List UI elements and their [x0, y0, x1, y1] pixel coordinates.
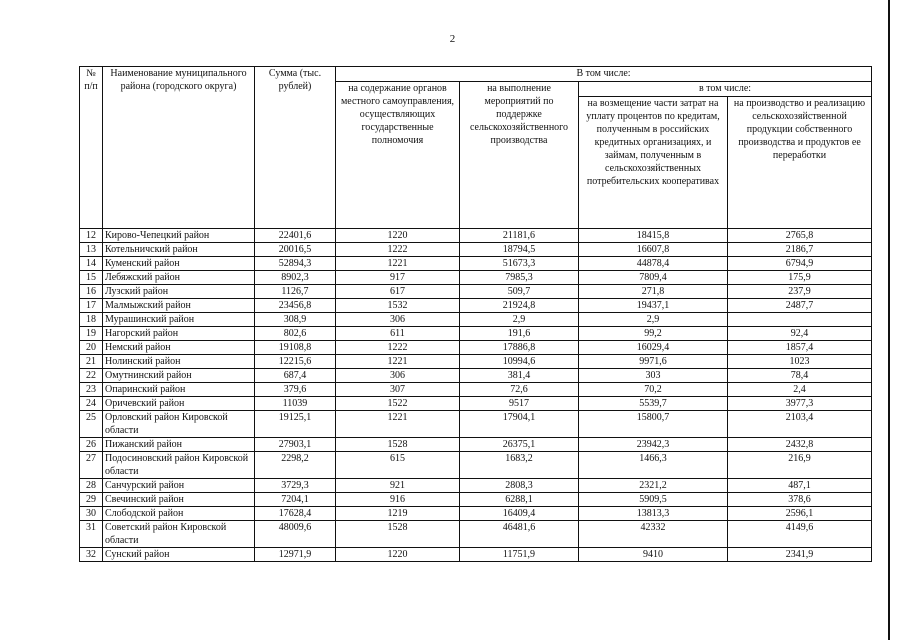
production-value: 1023: [728, 355, 872, 369]
sum-value: 2298,2: [255, 452, 336, 479]
sum-value: 52894,3: [255, 257, 336, 271]
district-name: Нагорский район: [103, 327, 255, 341]
maintenance-value: 306: [336, 369, 460, 383]
row-number: 26: [80, 438, 103, 452]
header-maintenance: на содержание органов местного самоуправления, осуществляющих государственные полномочия: [336, 82, 460, 229]
header-interest: на возмещение части затрат на уплату процентов по кредитам, полученным в российских кредитных организациях, и займам, полученным в сельскохозяйственных потребительских кооперативах: [579, 97, 728, 229]
sum-value: 8902,3: [255, 271, 336, 285]
sum-value: 23456,8: [255, 299, 336, 313]
table-row: [80, 507, 872, 521]
page-number: 2: [449, 33, 456, 45]
maintenance-value: 1222: [336, 243, 460, 257]
district-name: Слободской район: [103, 507, 255, 521]
support-value: 2808,3: [460, 479, 579, 493]
row-number: 15: [80, 271, 103, 285]
interest-value: 9971,6: [579, 355, 728, 369]
interest-value: 13813,3: [579, 507, 728, 521]
interest-value: 271,8: [579, 285, 728, 299]
table-row: [80, 229, 872, 243]
row-number: 22: [80, 369, 103, 383]
sum-value: 22401,6: [255, 229, 336, 243]
maintenance-value: 1528: [336, 438, 460, 452]
sum-value: 48009,6: [255, 521, 336, 548]
header-production: на производство и реализацию сельскохозяйственной продукции собственного производства и продуктов ее переработки: [728, 97, 872, 229]
maintenance-value: 1522: [336, 397, 460, 411]
production-value: 78,4: [728, 369, 872, 383]
header-including: В том числе:: [336, 67, 872, 82]
table-row: [80, 243, 872, 257]
maintenance-value: 1222: [336, 341, 460, 355]
production-value: 3977,3: [728, 397, 872, 411]
district-name: Лебяжский район: [103, 271, 255, 285]
table-row: [80, 299, 872, 313]
sum-value: 17628,4: [255, 507, 336, 521]
maintenance-value: 306: [336, 313, 460, 327]
maintenance-value: 1221: [336, 257, 460, 271]
header-num: № п/п: [80, 67, 103, 229]
district-name: Сунский район: [103, 548, 255, 562]
district-name: Санчурский район: [103, 479, 255, 493]
support-value: 509,7: [460, 285, 579, 299]
sum-value: 687,4: [255, 369, 336, 383]
interest-value: 15800,7: [579, 411, 728, 438]
table-row: [80, 493, 872, 507]
table-row: [80, 285, 872, 299]
support-value: 6288,1: [460, 493, 579, 507]
sum-value: 308,9: [255, 313, 336, 327]
district-name: Оричевский район: [103, 397, 255, 411]
production-value: 2,4: [728, 383, 872, 397]
interest-value: 7809,4: [579, 271, 728, 285]
maintenance-value: 1219: [336, 507, 460, 521]
district-name: Кирово-Чепецкий район: [103, 229, 255, 243]
row-number: 16: [80, 285, 103, 299]
interest-value: 99,2: [579, 327, 728, 341]
district-name: Орловский район Кировской области: [103, 411, 255, 438]
maintenance-value: 1532: [336, 299, 460, 313]
row-number: 23: [80, 383, 103, 397]
support-value: 21924,8: [460, 299, 579, 313]
production-value: 487,1: [728, 479, 872, 493]
interest-value: 303: [579, 369, 728, 383]
sum-value: 802,6: [255, 327, 336, 341]
row-number: 19: [80, 327, 103, 341]
support-value: 7985,3: [460, 271, 579, 285]
maintenance-value: 611: [336, 327, 460, 341]
table-row: [80, 411, 872, 438]
production-value: 92,4: [728, 327, 872, 341]
row-number: 20: [80, 341, 103, 355]
district-name: Котельничский район: [103, 243, 255, 257]
maintenance-value: 1221: [336, 355, 460, 369]
table-row: [80, 452, 872, 479]
interest-value: 2321,2: [579, 479, 728, 493]
production-value: 2341,9: [728, 548, 872, 562]
page-edge-line: [888, 0, 890, 640]
sum-value: 19125,1: [255, 411, 336, 438]
production-value: [728, 313, 872, 327]
production-value: 2186,7: [728, 243, 872, 257]
header-name: Наименование муниципального района (городского округа): [103, 67, 255, 229]
interest-value: 23942,3: [579, 438, 728, 452]
row-number: 31: [80, 521, 103, 548]
table-row: [80, 341, 872, 355]
interest-value: 18415,8: [579, 229, 728, 243]
production-value: 378,6: [728, 493, 872, 507]
sum-value: 11039: [255, 397, 336, 411]
production-value: 2432,8: [728, 438, 872, 452]
table-row: [80, 383, 872, 397]
table-row: [80, 479, 872, 493]
row-number: 18: [80, 313, 103, 327]
district-name: Советский район Кировской области: [103, 521, 255, 548]
production-value: 237,9: [728, 285, 872, 299]
support-value: 16409,4: [460, 507, 579, 521]
support-value: 26375,1: [460, 438, 579, 452]
district-name: Пижанский район: [103, 438, 255, 452]
maintenance-value: 1528: [336, 521, 460, 548]
support-value: 11751,9: [460, 548, 579, 562]
header-sum: Сумма (тыс. рублей): [255, 67, 336, 229]
maintenance-value: 917: [336, 271, 460, 285]
row-number: 13: [80, 243, 103, 257]
table-row: [80, 271, 872, 285]
maintenance-value: 1221: [336, 411, 460, 438]
interest-value: 2,9: [579, 313, 728, 327]
support-value: 191,6: [460, 327, 579, 341]
sum-value: 27903,1: [255, 438, 336, 452]
sum-value: 20016,5: [255, 243, 336, 257]
table-row: [80, 438, 872, 452]
table-row: [80, 313, 872, 327]
support-value: 17886,8: [460, 341, 579, 355]
sum-value: 19108,8: [255, 341, 336, 355]
table-body: [80, 229, 872, 562]
interest-value: 9410: [579, 548, 728, 562]
district-name: Мурашинский район: [103, 313, 255, 327]
district-name: Опаринский район: [103, 383, 255, 397]
interest-value: 42332: [579, 521, 728, 548]
sum-value: 12971,9: [255, 548, 336, 562]
production-value: 216,9: [728, 452, 872, 479]
sum-value: 379,6: [255, 383, 336, 397]
table-row: [80, 521, 872, 548]
maintenance-value: 617: [336, 285, 460, 299]
support-value: 17904,1: [460, 411, 579, 438]
support-value: 18794,5: [460, 243, 579, 257]
maintenance-value: 916: [336, 493, 460, 507]
sum-value: 12215,6: [255, 355, 336, 369]
table-row: [80, 397, 872, 411]
row-number: 17: [80, 299, 103, 313]
support-value: 9517: [460, 397, 579, 411]
support-value: 10994,6: [460, 355, 579, 369]
sum-value: 1126,7: [255, 285, 336, 299]
sum-value: 7204,1: [255, 493, 336, 507]
interest-value: 5909,5: [579, 493, 728, 507]
district-name: Омутнинский район: [103, 369, 255, 383]
production-value: 4149,6: [728, 521, 872, 548]
support-value: 2,9: [460, 313, 579, 327]
production-value: 175,9: [728, 271, 872, 285]
sum-value: 3729,3: [255, 479, 336, 493]
district-name: Лузский район: [103, 285, 255, 299]
interest-value: 44878,4: [579, 257, 728, 271]
header-support: на выполнение мероприятий по поддержке сельскохозяйственного производства: [460, 82, 579, 229]
interest-value: 16607,8: [579, 243, 728, 257]
table-row: [80, 548, 872, 562]
support-value: 72,6: [460, 383, 579, 397]
interest-value: 5539,7: [579, 397, 728, 411]
row-number: 30: [80, 507, 103, 521]
production-value: 2596,1: [728, 507, 872, 521]
row-number: 27: [80, 452, 103, 479]
district-name: Малмыжский район: [103, 299, 255, 313]
table-row: [80, 257, 872, 271]
row-number: 32: [80, 548, 103, 562]
support-value: 46481,6: [460, 521, 579, 548]
funding-table: [79, 66, 872, 562]
row-number: 21: [80, 355, 103, 369]
production-value: 2765,8: [728, 229, 872, 243]
support-value: 381,4: [460, 369, 579, 383]
row-number: 25: [80, 411, 103, 438]
maintenance-value: 1220: [336, 548, 460, 562]
production-value: 2103,4: [728, 411, 872, 438]
table-row: [80, 369, 872, 383]
interest-value: 19437,1: [579, 299, 728, 313]
support-value: 1683,2: [460, 452, 579, 479]
maintenance-value: 615: [336, 452, 460, 479]
interest-value: 1466,3: [579, 452, 728, 479]
production-value: 2487,7: [728, 299, 872, 313]
district-name: Свечинский район: [103, 493, 255, 507]
maintenance-value: 921: [336, 479, 460, 493]
interest-value: 70,2: [579, 383, 728, 397]
production-value: 6794,9: [728, 257, 872, 271]
interest-value: 16029,4: [579, 341, 728, 355]
maintenance-value: 1220: [336, 229, 460, 243]
district-name: Нолинский район: [103, 355, 255, 369]
district-name: Подосиновский район Кировской области: [103, 452, 255, 479]
header-including-sub: в том числе:: [579, 82, 872, 97]
production-value: 1857,4: [728, 341, 872, 355]
table-row: [80, 355, 872, 369]
district-name: Немский район: [103, 341, 255, 355]
support-value: 51673,3: [460, 257, 579, 271]
row-number: 12: [80, 229, 103, 243]
row-number: 28: [80, 479, 103, 493]
row-number: 29: [80, 493, 103, 507]
maintenance-value: 307: [336, 383, 460, 397]
row-number: 24: [80, 397, 103, 411]
district-name: Куменский район: [103, 257, 255, 271]
table-row: [80, 327, 872, 341]
support-value: 21181,6: [460, 229, 579, 243]
row-number: 14: [80, 257, 103, 271]
